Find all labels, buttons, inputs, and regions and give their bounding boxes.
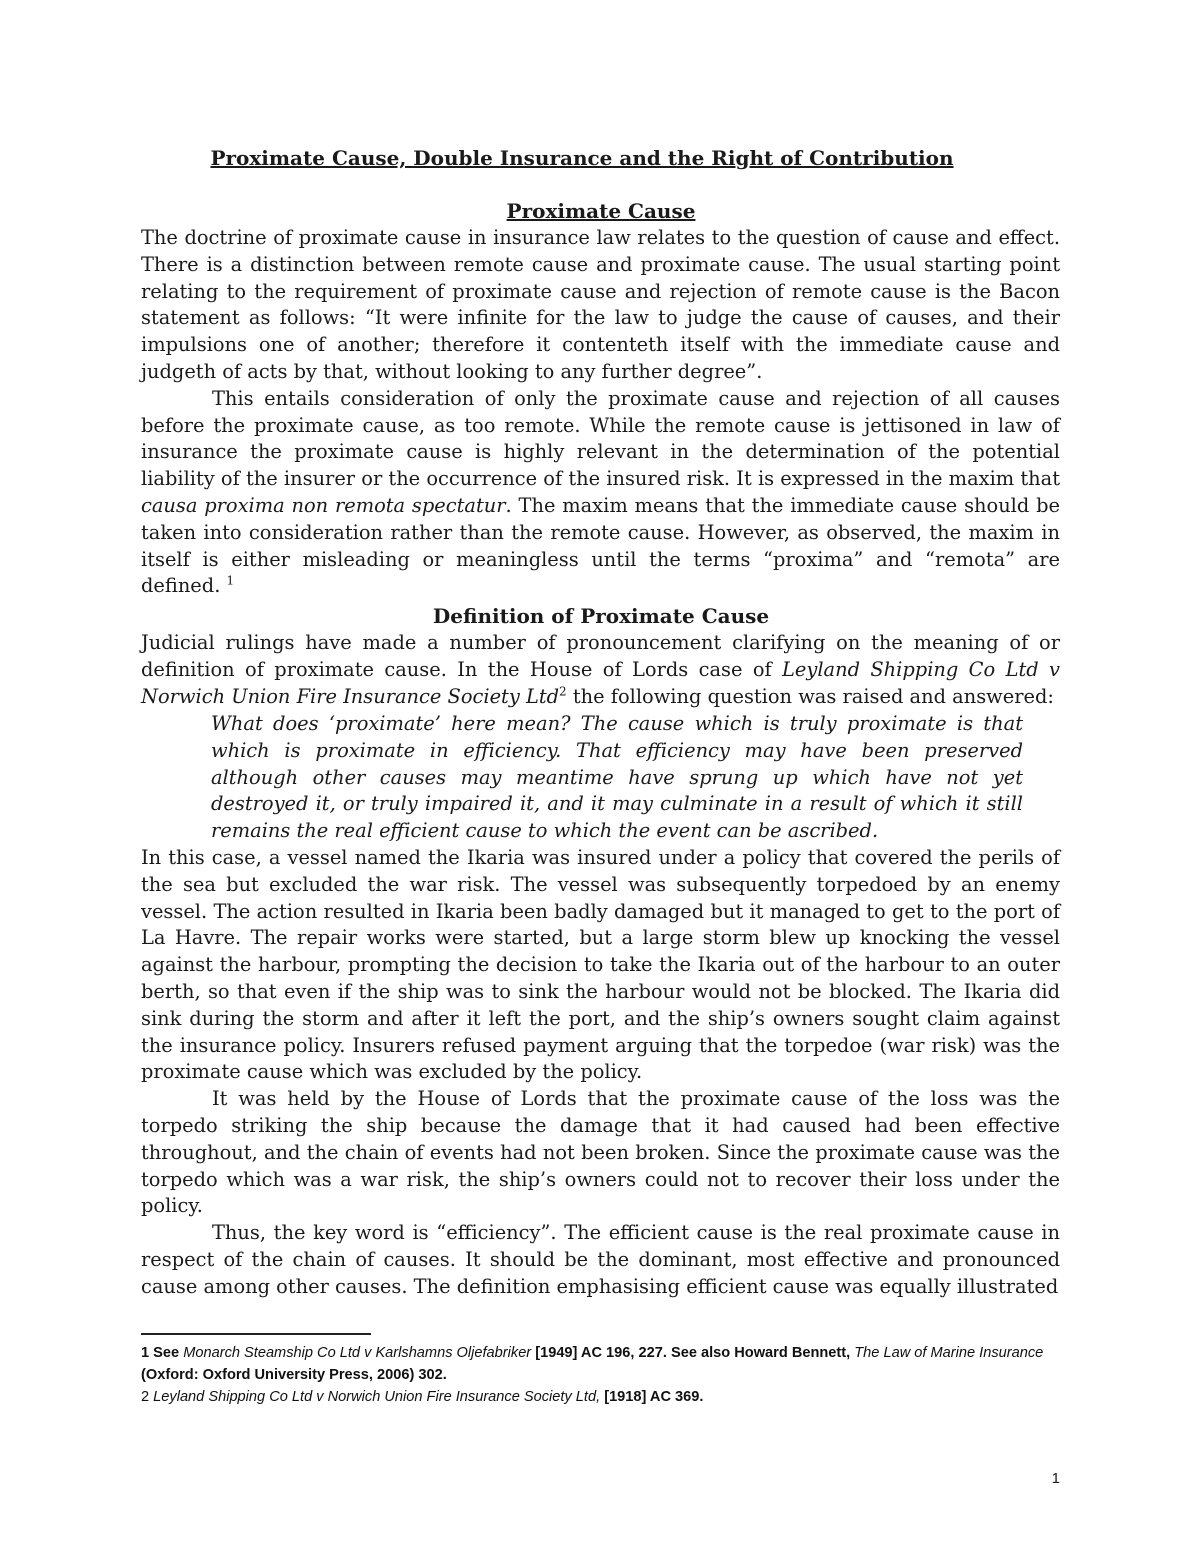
section-proximate-cause-body	[141, 225, 1060, 600]
paragraph-leyland-text-b: the following question was raised and answered:	[566, 684, 1054, 708]
footnote-ref-2[interactable]: 2	[559, 684, 567, 699]
paragraph-leyland-intro	[141, 630, 1060, 710]
footnotes	[141, 1342, 1061, 1408]
footnote-1	[141, 1342, 1061, 1386]
section-heading-proximate-cause: Proximate Cause	[506, 199, 696, 223]
footnote-1-case: Monarch Steamship Co Ltd v Karlshamns Oljefabriker	[183, 1345, 532, 1361]
block-quote	[211, 711, 1023, 845]
footnote-2-cite: [1918] AC 369.	[600, 1389, 704, 1405]
paragraph-maxim	[141, 386, 1060, 600]
paragraph-efficiency: Thus, the key word is “efficiency”. The efficient cause is the real proximate cause in respect of the chain of causes. It should be the dominant, most effective and pronounced cause among other causes. The definition emphasising efficient cause was equally illustrated	[141, 1221, 1060, 1298]
case-name-leyland: Leyland Shipping Co Ltd v Norwich Union Fire Insurance Society Ltd	[141, 657, 1060, 708]
paragraph-maxim-text-a: This entails consideration of only the proximate cause and rejection of all causes before the proximate cause, as too remote. While the remote cause is jettisoned in law of insurance the proximate cause is highly relevant in the determination of the potential liability of the insurer or the occurrence of the insured risk. It is expressed in the maxim that	[141, 386, 1060, 491]
paragraph-holding: It was held by the House of Lords that the proximate cause of the loss was the torpedo striking the ship because the damage that it had caused had been effective throughout, and the chain of events had not been broken. Since the proximate cause was the torpedo which was a war risk, the ship’s owners could not to recover their loss under the policy.	[141, 1087, 1060, 1218]
section-definition-body	[141, 845, 1060, 1301]
maxim-latin: causa proxima non remota spectatur	[141, 493, 506, 517]
section-definition-intro	[141, 630, 1060, 710]
quote-text: What does ‘proximate’ here mean? The cause which is truly proximate is that which is proximate in efficiency. That efficiency may have been preserved although other causes may meantime have sprung up which have not yet destroyed it, or truly impaired it, and it may culminate in a result of which it still remains the real efficient cause to which the event can be ascribed.	[211, 712, 1023, 843]
footnote-1-pub: (Oxford: Oxford University Press, 2006) 302.	[141, 1367, 447, 1383]
paragraph-leyland-text-a: Judicial rulings have made a number of pronouncement clarifying on the meaning of or definition of proximate cause. In the House of Lords case of	[141, 631, 1060, 681]
footnote-1-see: 1 See	[141, 1345, 184, 1361]
paragraph-ikaria-facts: In this case, a vessel named the Ikaria was insured under a policy that covered the perils of the sea but excluded the war risk. The vessel was subsequently torpedoed by an enemy vessel. The action resulted in Ikaria been badly damaged but it managed to get to the port of La Havre. The repair works were started, but a large storm blew up knocking the vessel against the harbour, prompting the decision to take the Ikaria out of the harbour to an outer berth, so that even if the ship was to sink the harbour would not be blocked. The Ikaria did sink during the storm and after it left the port, and the ship’s owners sought claim against the insurance policy. Insurers refused payment arguing that the torpedoe (war risk) was the proximate cause which was excluded by the policy.	[141, 846, 1060, 1084]
footnote-2-num: 2	[141, 1389, 154, 1405]
page-number: 1	[1051, 1470, 1060, 1487]
footnote-2-case: Leyland Shipping Co Ltd v Norwich Union Fire Insurance Society Ltd,	[153, 1389, 601, 1405]
footnote-ref-1[interactable]: 1	[226, 573, 235, 588]
footnote-1-cite: [1949] AC 196, 227. See also Howard Bennett,	[531, 1345, 855, 1361]
footnote-separator	[141, 1333, 371, 1335]
paragraph-maxim-text-b: . The maxim means that the immediate cause should be taken into consideration rather than the remote cause. However, as observed, the maxim in itself is either misleading or meaningless until the terms “proxima” and “remota” are defined.	[141, 493, 1061, 598]
footnote-1-book: The Law of Marine Insurance	[854, 1345, 1044, 1361]
paragraph-bacon-statement: The doctrine of proximate cause in insurance law relates to the question of cause and effect. There is a distinction between remote cause and proximate cause. The usual starting point relating to the requirement of proximate cause and rejection of remote cause is the Bacon statement as follows: “It were infinite for the law to judge the cause of causes, and their impulsions one of another; therefore it contenteth itself with the immediate cause and judgeth of acts by that, without looking to any further degree”.	[141, 226, 1060, 383]
document-title: Proximate Cause, Double Insurance and the Right of Contribution	[210, 146, 954, 170]
footnote-2	[141, 1386, 1061, 1408]
section-heading-definition: Definition of Proximate Cause	[432, 604, 770, 628]
